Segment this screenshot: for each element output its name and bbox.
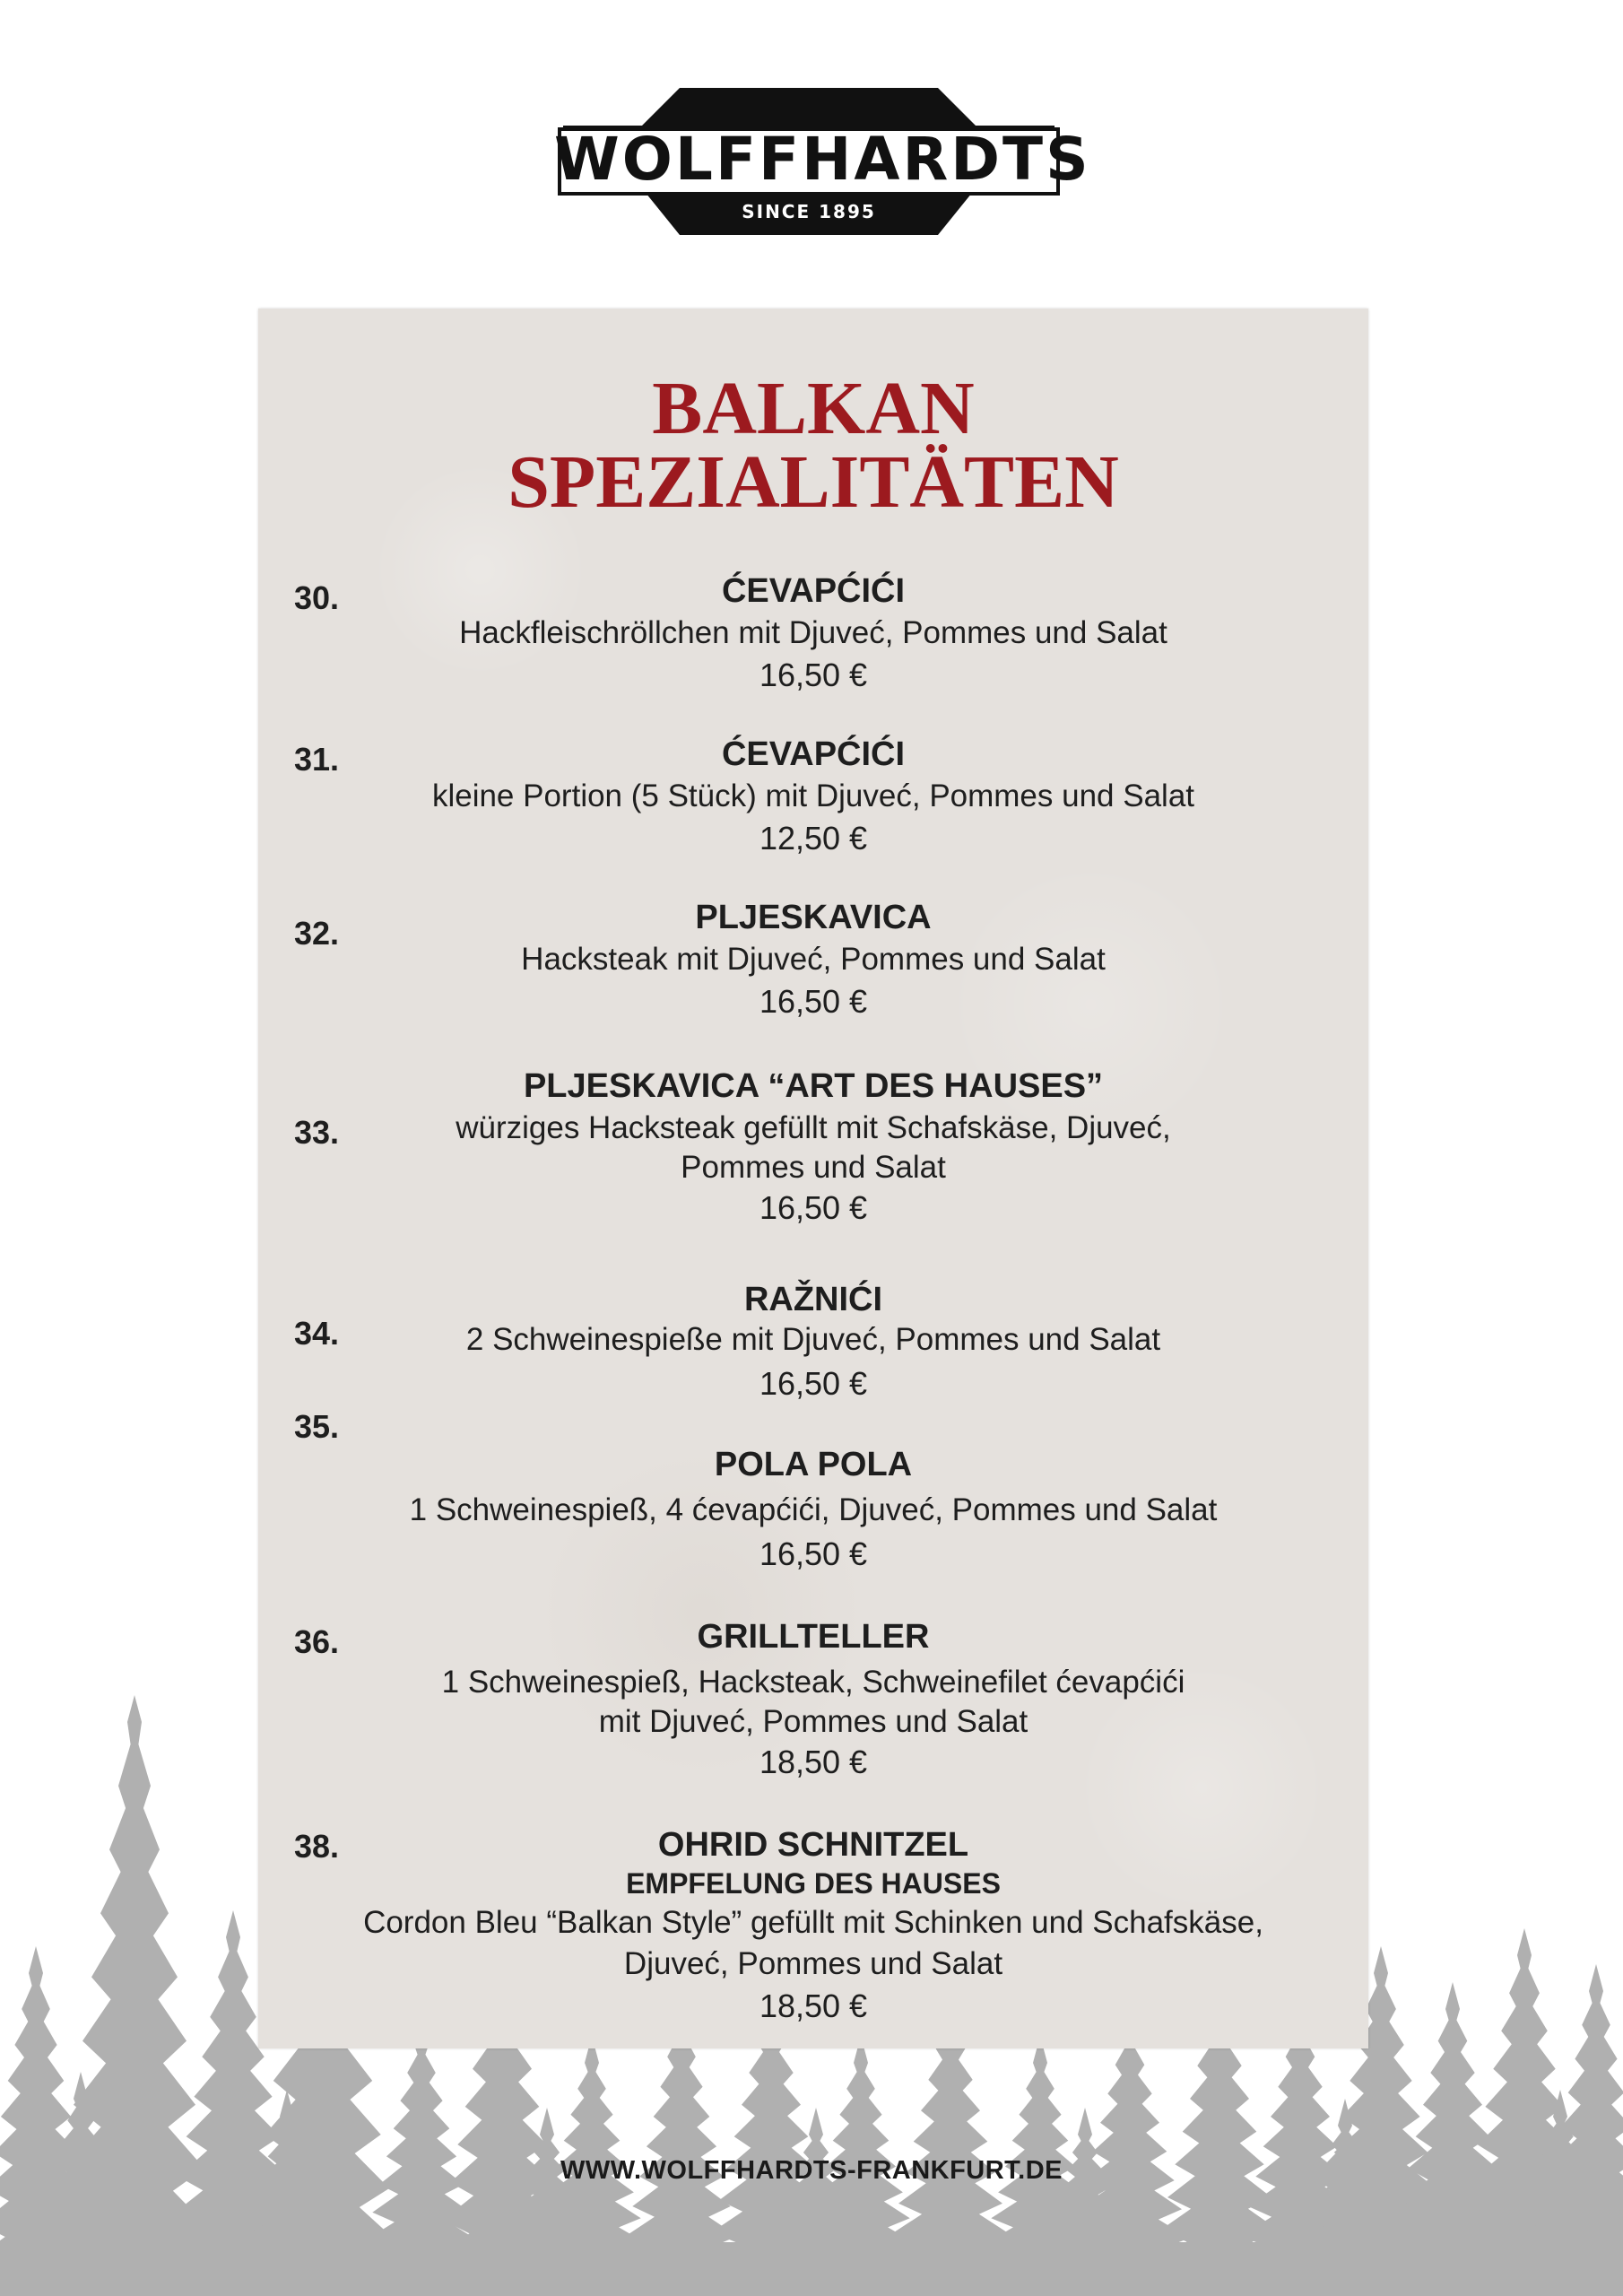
item-price: 16,50 € [759,983,868,1020]
item-name: POLA POLA [714,1446,913,1483]
item-description: Hacksteak mit Djuveć, Pommes und Salat [521,942,1106,977]
item-price: 16,50 € [759,1189,868,1226]
item-name: PLJESKAVICA “ART DES HAUSES” [523,1067,1104,1105]
logo-wordmark: WOLFFHARDTS [554,125,1091,194]
item-price: 12,50 € [759,820,868,857]
item-price: 16,50 € [759,1365,868,1402]
item-price: 18,50 € [759,1987,868,2024]
menu-title-line2: SPEZIALITÄTEN [508,440,1119,524]
item-number: 38. [294,1828,340,1865]
menu-card [258,309,1368,2048]
menu-title-line1: BALKAN [652,367,975,450]
item-number: 32. [294,915,340,952]
item-name: ĆEVAPĆIĆI [721,572,906,610]
item-subtitle: EMPFELUNG DES HAUSES [626,1867,1001,1900]
item-description: 1 Schweinespieß, Hacksteak, Schweinefilet ćevapćići [441,1665,1185,1700]
item-name: RAŽNIĆI [743,1281,883,1318]
item-number: 30. [294,579,340,616]
item-description: Hackfleischröllchen mit Djuveć, Pommes und Salat [459,615,1167,650]
item-number: 36. [294,1623,340,1660]
item-name: ĆEVAPĆIĆI [721,735,906,773]
item-description: mit Djuveć, Pommes und Salat [598,1704,1028,1739]
item-description: Cordon Bleu “Balkan Style” gefüllt mit Schinken und Schafskäse, [363,1905,1263,1940]
logo-since: SINCE 1895 [742,201,876,222]
item-price: 16,50 € [759,1535,868,1572]
item-description: Pommes und Salat [681,1150,946,1185]
item-price: 18,50 € [759,1744,868,1780]
item-number: 34. [294,1315,340,1352]
item-number: 35. [294,1408,340,1445]
item-description: würziges Hacksteak gefüllt mit Schafskäse, Djuveć, [456,1110,1171,1145]
item-name: PLJESKAVICA [695,899,932,936]
forest-ground [0,2242,1623,2296]
item-description: 2 Schweinespieße mit Djuveć, Pommes und Salat [465,1322,1161,1357]
item-description: 1 Schweinespieß, 4 ćevapćići, Djuveć, Pommes und Salat [409,1492,1218,1527]
item-name: OHRID SCHNITZEL [657,1826,969,1864]
item-number: 31. [294,741,340,778]
website-url[interactable]: WWW.WOLFFHARDTS-FRANKFURT.DE [560,2156,1063,2185]
item-price: 16,50 € [759,657,868,693]
item-number: 33. [294,1114,340,1151]
item-description: kleine Portion (5 Stück) mit Djuveć, Pommes und Salat [431,778,1195,813]
item-name: GRILLTELLER [697,1618,930,1656]
item-description: Djuveć, Pommes und Salat [623,1946,1003,1981]
brand-logo [554,79,1091,242]
